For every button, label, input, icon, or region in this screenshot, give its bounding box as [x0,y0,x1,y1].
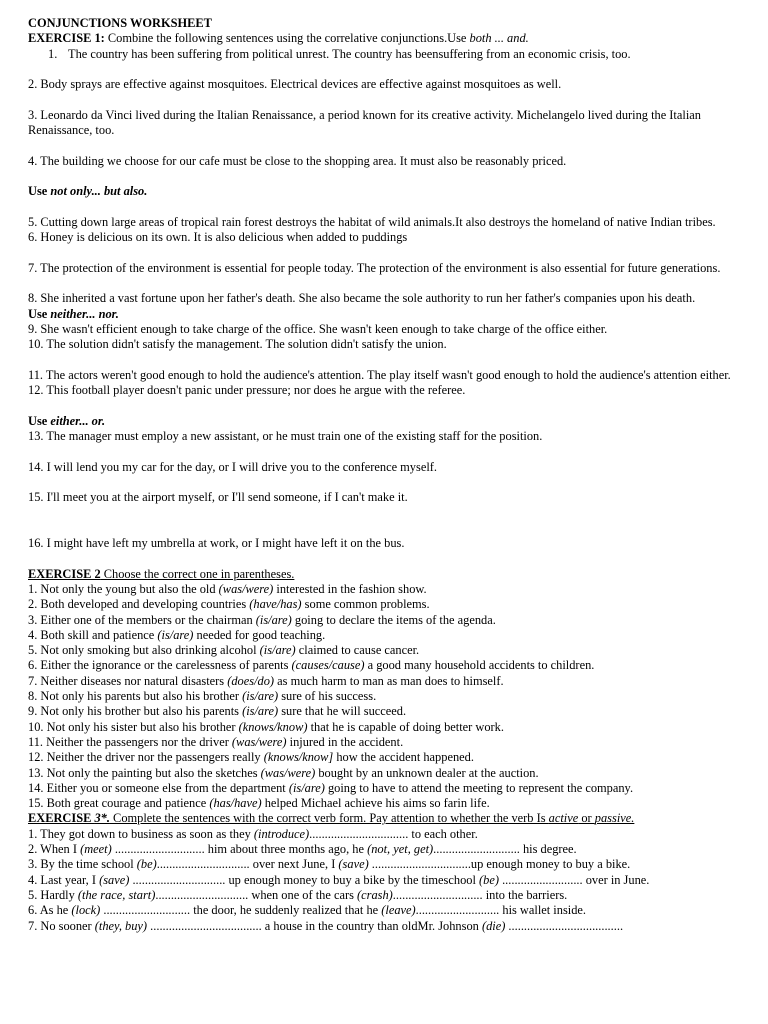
verb-choice: (is/are) [157,627,194,642]
sentence-text: 2. When I [28,842,81,857]
sentence-text: that he is capable of doing better work. [307,719,504,734]
exercise2-item [28,582,752,597]
verb-choice: (have/has) [249,597,302,612]
exercise1-item-4: 4. The building we choose for our cafe must be close to the shopping area. It must also be reasonably priced. [28,153,567,168]
use-conjunction: either... or. [50,413,106,428]
sentence-text: ............................. into the barriers. [392,887,568,902]
exercise2-item [28,643,752,658]
sentence-text: .............................. over next June, I [156,857,339,872]
sentence-text: 3. By the time school [28,857,137,872]
sentence-text: bought by an unknown dealer at the auction. [315,765,539,780]
sentence-text: 1. They got down to business as soon as they [28,826,254,841]
sentence-text: 15. Both great courage and patience [28,796,210,811]
sentence-text: injured in the accident. [286,734,404,749]
exercise2-item [28,704,752,719]
verb-choice: (is/are) [259,643,296,658]
sentence-text: ........................... his wallet inside. [415,903,586,918]
verb-choice: (save) [338,857,369,872]
exercise2-list [28,582,752,811]
worksheet-title: CONJUNCTIONS WORKSHEET [28,16,212,30]
exercise1-item-8: 8. She inherited a vast fortune upon her father's death. She also became the sole authority to run her father's companies upon his death. [28,291,696,306]
verb-choice: (causes/cause) [291,658,365,673]
sentence-text: how the accident happened. [333,750,474,765]
sentence-text: 9. Not only his brother but also his parents [28,704,243,719]
exercise2-instruction [28,567,752,582]
exercise3-item [28,888,752,903]
exercise3-item [28,827,752,842]
sentence-text: 5. Hardly [28,887,78,902]
use-either-or-heading [28,414,752,429]
exercise1-item-10: 10. The solution didn't satisfy the management. The solution didn't satisfy the union. [28,337,447,352]
use-neither-nor-heading [28,307,752,322]
exercise2-item [28,674,752,689]
sentence-text: 11. Neither the passengers nor the driver [28,734,232,749]
exercise3-item [28,903,752,918]
exercise2-item [28,628,752,643]
sentence-text: interested in the fashion show. [273,581,427,596]
use-conjunction: not only... but also. [50,184,148,199]
sentence-text: 6. Either the ignorance or the carelessness of parents [28,658,292,673]
use-label: Use [28,306,51,321]
sentence-text: as much harm to man as man does to himself. [274,673,504,688]
verb-choice: (is/are) [242,704,279,719]
exercise1-item-12: 12. This football player doesn't panic under pressure; nor does he argue with the referee. [28,383,466,398]
sentence-text: sure of his success. [278,689,377,704]
exercise1-item-3: 3. Leonardo da Vinci lived during the Italian Renaissance, a period known for its creative activity. Michelangelo lived during the Italian Renaissance, too. [28,107,701,138]
sentence-text: 10. Not only his sister but also his brother [28,719,239,734]
exercise2-item [28,720,752,735]
exercise1-item-14: 14. I will lend you my car for the day, or I will drive you to the conference myself. [28,459,437,474]
exercise2-item [28,766,752,781]
sentence-text: ............................ his degree. [433,842,577,857]
sentence-text: 13. Not only the painting but also the sketches [28,765,261,780]
exercise1-item-13: 13. The manager must employ a new assistant, or he must train one of the existing staff for the position. [28,429,543,444]
verb-choice: (knows/know) [238,719,308,734]
verb-choice: (introduce) [253,826,310,841]
verb-choice: (lock) [71,903,101,918]
sentence-text: 5. Not only smoking but also drinking alcohol [28,643,260,658]
sentence-text: ................................ to each other. [309,826,478,841]
exercise1-instr-em: both ... and. [469,31,529,46]
sentence-text: 4. Both skill and patience [28,627,158,642]
sentence-text: ............................ the door, he suddenly realized that he [100,903,382,918]
verb-choice: (is/are) [255,612,292,627]
sentence-text: .............................. when one of the cars [155,887,357,902]
sentence-text: 1. Not only the young but also the old [28,581,219,596]
sentence-text: .......................... over in June. [498,872,650,887]
verb-choice: (meet) [80,842,112,857]
item-text: The country has been suffering from political unrest. The country has beensuffering from an economic crisis, too. [68,46,631,61]
exercise3-heading: EXERCISE [28,811,95,826]
sentence-text: 8. Not only his parents but also his brother [28,689,243,704]
exercise1-item-11: 11. The actors weren't good enough to hold the audience's attention. The play itself wasn't good enough to hold the audience's attention either. [28,367,731,382]
verb-choice: (save) [99,872,130,887]
verb-choice: (is/are) [242,689,279,704]
sentence-text: 3. Either one of the members or the chairman [28,612,256,627]
sentence-text: 6. As he [28,903,72,918]
sentence-text: ................................up enough money to buy a bike. [368,857,631,872]
verb-choice: (crash) [357,887,393,902]
exercise1-heading: EXERCISE 1: [28,31,105,46]
exercise2-item [28,597,752,612]
sentence-text: 7. Neither diseases nor natural disasters [28,673,228,688]
verb-choice: (has/have) [209,796,262,811]
exercise1-item-2: 2. Body sprays are effective against mosquitoes. Electrical devices are effective against mosquitoes as well. [28,77,562,92]
verb-choice: (was/were) [260,765,316,780]
verb-choice: (leave) [381,903,416,918]
exercise3-heading-num: 3*. [94,811,110,826]
use-not-only-heading [28,184,752,199]
worksheet-page [28,16,752,934]
exercise2-item [28,613,752,628]
exercise2-item [28,689,752,704]
sentence-text: 12. Neither the driver nor the passengers really [28,750,264,765]
verb-choice: (was/were) [218,581,274,596]
sentence-text: going to declare the items of the agenda. [291,612,496,627]
sentence-text: claimed to cause cancer. [295,643,420,658]
exercise3-item [28,842,752,857]
verb-choice: (is/are) [288,780,325,795]
use-label: Use [28,413,51,428]
sentence-text: 4. Last year, I [28,872,100,887]
exercise2-heading: EXERCISE 2 [28,566,101,581]
verb-choice: (the race, start) [77,887,156,902]
exercise1-item-1 [28,47,752,62]
exercise1-item-16: 16. I might have left my umbrella at work, or I might have left it on the bus. [28,536,405,551]
exercise1-item-6: 6. Honey is delicious on its own. It is also delicious when added to puddings [28,230,408,245]
exercise3-instr-text: or [578,811,595,826]
sentence-text: ..................................... [505,918,624,933]
exercise2-item [28,658,752,673]
exercise1-item-15: 15. I'll meet you at the airport myself, or I'll send someone, if I can't make it. [28,490,408,505]
sentence-text: 2. Both developed and developing countries [28,597,250,612]
sentence-text: 14. Either you or someone else from the department [28,780,289,795]
sentence-text: sure that he will succeed. [278,704,407,719]
exercise3-list [28,827,752,934]
exercise1-instr-text: Combine the following sentences using the correlative conjunctions.Use [104,31,470,46]
exercise2-item [28,735,752,750]
verb-choice: (not, yet, get) [367,842,434,857]
exercise3-item [28,857,752,872]
use-label: Use [28,184,51,199]
verb-choice: (they, buy) [94,918,148,933]
exercise3-instr-em: active [548,811,579,826]
sentence-text: some common problems. [301,597,430,612]
verb-choice: (was/were) [231,734,287,749]
exercise2-item [28,796,752,811]
exercise1-item-9: 9. She wasn't efficient enough to take charge of the office. She wasn't keen enough to take charge of the office either. [28,321,608,336]
sentence-text: going to have to attend the meeting to represent the company. [324,780,634,795]
exercise3-item [28,919,752,934]
sentence-text: helped Michael achieve his aims so farin life. [261,796,490,811]
sentence-text: a good many household accidents to children. [364,658,595,673]
exercise2-item [28,781,752,796]
sentence-text: .............................. up enough money to buy a bike by the timeschool [129,872,480,887]
exercise3-instr-em: passive. [594,811,635,826]
verb-choice: (be) [136,857,157,872]
verb-choice: (does/do) [227,673,275,688]
sentence-text: needed for good teaching. [193,627,326,642]
exercise3-instruction [28,811,752,826]
verb-choice: (be) [479,872,499,887]
verb-choice: (die) [481,918,506,933]
item-number: 1. [48,46,58,61]
use-conjunction: neither... nor. [50,306,119,321]
exercise2-instr-text: Choose the correct one in parentheses. [100,566,295,581]
sentence-text: 7. No sooner [28,918,95,933]
exercise1-item-7: 7. The protection of the environment is essential for people today. The protection of the environment is also essential for future generations. [28,260,721,275]
exercise3-item [28,873,752,888]
exercise1-item-5: 5. Cutting down large areas of tropical rain forest destroys the habitat of wild animals.It also destroys the homeland of native Indian tribes. [28,214,716,229]
verb-choice: (knows/know] [263,750,334,765]
sentence-text: .................................... a house in the country than oldMr. Johnson [147,918,482,933]
exercise2-item [28,750,752,765]
sentence-text: ............................. him about three months ago, he [111,842,368,857]
exercise3-instr-text: Complete the sentences with the correct verb form. Pay attention to whether the verb Is [109,811,549,826]
exercise1-instruction [28,31,752,46]
